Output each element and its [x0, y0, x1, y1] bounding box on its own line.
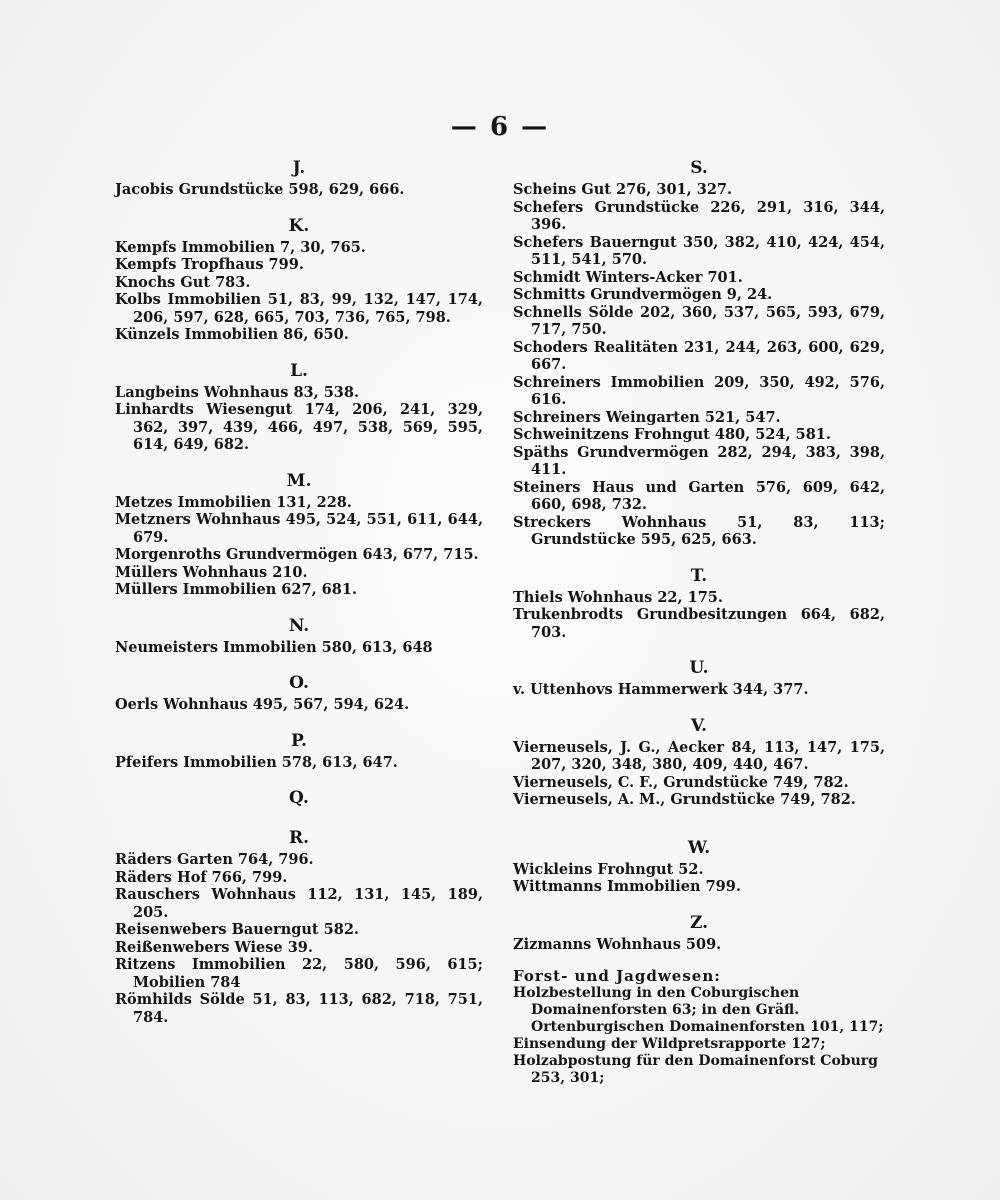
index-entry: Wittmanns Immobilien 799.: [513, 878, 741, 895]
index-entry: Linhardts Wiesengut 174, 206, 241, 329, 362, 397, 439, 466, 497, 538, 569, 595, 614, 649, 682.: [115, 401, 483, 453]
index-entry: Thiels Wohnhaus 22, 175.: [513, 588, 723, 606]
index-entry: Vierneusels, A. M., Grundstücke 749, 782.: [513, 791, 856, 808]
section-letter: U.: [689, 658, 709, 678]
index-section-n: [115, 613, 483, 657]
section-letter: K.: [288, 215, 310, 236]
index-section-v: [513, 713, 885, 809]
index-entry: Morgenroths Grundvermögen 643, 677, 715.: [115, 546, 479, 563]
index-entry: Trukenbrodts Grundbesitzungen 664, 682, 703.: [513, 606, 885, 641]
index-entry: Metzners Wohnhaus 495, 524, 551, 611, 644, 679.: [115, 511, 483, 546]
left-column: [115, 155, 483, 1026]
index-entry: Pfeifers Immobilien 578, 613, 647.: [115, 753, 398, 771]
index-section-r: [115, 825, 483, 1026]
index-entry: Schmitts Grundvermögen 9, 24.: [513, 286, 773, 303]
forst-entry: Einsendung der Wildpretsrapporte 127;: [513, 1036, 826, 1052]
index-section-t: [513, 563, 885, 642]
index-entry: Kempfs Immobilien 7, 30, 765.: [115, 238, 366, 256]
section-letter: M.: [286, 470, 312, 491]
index-entry: Reißenwebers Wiese 39.: [115, 938, 313, 956]
index-entry: Scheins Gut 276, 301, 327.: [513, 181, 733, 198]
index-entry: Jacobis Grundstücke 598, 629, 666.: [115, 181, 405, 198]
index-entry: Künzels Immobilien 86, 650.: [115, 326, 349, 343]
index-entry: Vierneusels, C. F., Grundstücke 749, 782.: [513, 773, 849, 791]
index-section-u: [513, 655, 885, 699]
section-letter: L.: [290, 360, 308, 381]
index-entry: Steiners Haus und Garten 576, 609, 642, 660, 698, 732.: [513, 478, 885, 513]
section-letter: Q.: [289, 788, 309, 808]
index-entry: Räders Garten 764, 796.: [115, 851, 314, 868]
index-section-j: [115, 155, 483, 199]
index-entry: Schnells Sölde 202, 360, 537, 565, 593, 679, 717, 750.: [513, 303, 885, 338]
forst-entry: Holzbestellung in den Coburgischen Domainenforsten 63; in den Gräfl. Ortenburgischen Domainenforsten 101, 117;: [513, 985, 884, 1035]
index-section-l: [115, 358, 483, 454]
index-entry: Knochs Gut 783.: [115, 273, 251, 291]
index-entry: Zizmanns Wohnhaus 509.: [513, 935, 722, 953]
index-entry: Neumeisters Immobilien 580, 613, 648: [115, 638, 433, 656]
section-letter: P.: [291, 730, 307, 751]
index-entry: Kolbs Immobilien 51, 83, 99, 132, 147, 174, 206, 597, 628, 665, 703, 736, 765, 798.: [115, 291, 483, 326]
section-letter: V.: [690, 715, 708, 736]
page-number: — 6 —: [450, 112, 550, 142]
index-entry: Vierneusels, J. G., Aecker 84, 113, 147, 175, 207, 320, 348, 380, 409, 440, 467.: [513, 738, 885, 773]
index-section-s: [513, 155, 885, 549]
index-entry: Schefers Grundstücke 226, 291, 316, 344, 396.: [513, 198, 885, 233]
index-section-w: [513, 835, 885, 896]
index-section-k: [115, 213, 483, 344]
index-entry: v. Uttenhovs Hammerwerk 344, 377.: [513, 681, 809, 698]
index-entry: Langbeins Wohnhaus 83, 538.: [115, 383, 360, 401]
index-section-q: [115, 785, 483, 811]
index-entry: Schreiners Immobilien 209, 350, 492, 576, 616.: [513, 373, 885, 408]
index-entry: Römhilds Sölde 51, 83, 113, 682, 718, 751, 784.: [115, 991, 483, 1026]
index-entry: Müllers Wohnhaus 210.: [115, 563, 308, 581]
right-column: [513, 155, 885, 1087]
index-section-p: [115, 728, 483, 772]
section-letter: O.: [289, 673, 309, 693]
index-section-o: [115, 670, 483, 714]
index-entry: Rauschers Wohnhaus 112, 131, 145, 189, 205.: [115, 886, 483, 921]
forst-title: Forst- und Jagdwesen:: [513, 967, 721, 985]
index-entry: Schefers Bauerngut 350, 382, 410, 424, 454, 511, 541, 570.: [513, 233, 885, 268]
index-entry: Räders Hof 766, 799.: [115, 868, 288, 886]
index-entry: Schoders Realitäten 231, 244, 263, 600, 629, 667.: [513, 338, 885, 373]
index-entry: Reisenwebers Bauerngut 582.: [115, 921, 359, 938]
index-section-z: [513, 910, 885, 954]
index-entry: Wickleins Frohngut 52.: [513, 860, 704, 878]
section-letter: W.: [687, 837, 711, 858]
section-letter: S.: [690, 158, 708, 178]
section-letter: J.: [292, 158, 306, 178]
index-entry: Ritzens Immobilien 22, 580, 596, 615; Mobilien 784: [115, 956, 483, 991]
index-entry: Schweinitzens Frohngut 480, 524, 581.: [513, 426, 831, 443]
index-entry: Schmidt Winters-Acker 701.: [513, 268, 743, 286]
index-entry: Oerls Wohnhaus 495, 567, 594, 624.: [115, 696, 410, 713]
index-entry: Schreiners Weingarten 521, 547.: [513, 408, 781, 426]
forst-entry: Holzabpostung für den Domainenforst Coburg 253, 301;: [513, 1053, 878, 1086]
section-letter: N.: [288, 615, 310, 636]
section-letter: T.: [690, 565, 708, 586]
index-entry: Streckers Wohnhaus 51, 83, 113; Grundstücke 595, 625, 663.: [513, 513, 885, 548]
section-letter: Z.: [689, 912, 709, 933]
index-entry: Müllers Immobilien 627, 681.: [115, 581, 357, 598]
forst-section: [513, 967, 885, 1087]
section-letter: R.: [288, 828, 310, 848]
index-entry: Kempfs Tropfhaus 799.: [115, 256, 304, 273]
index-entry: Metzes Immobilien 131, 228.: [115, 493, 352, 511]
index-entry: Späths Grundvermögen 282, 294, 383, 398, 411.: [513, 443, 885, 478]
index-section-m: [115, 468, 483, 599]
